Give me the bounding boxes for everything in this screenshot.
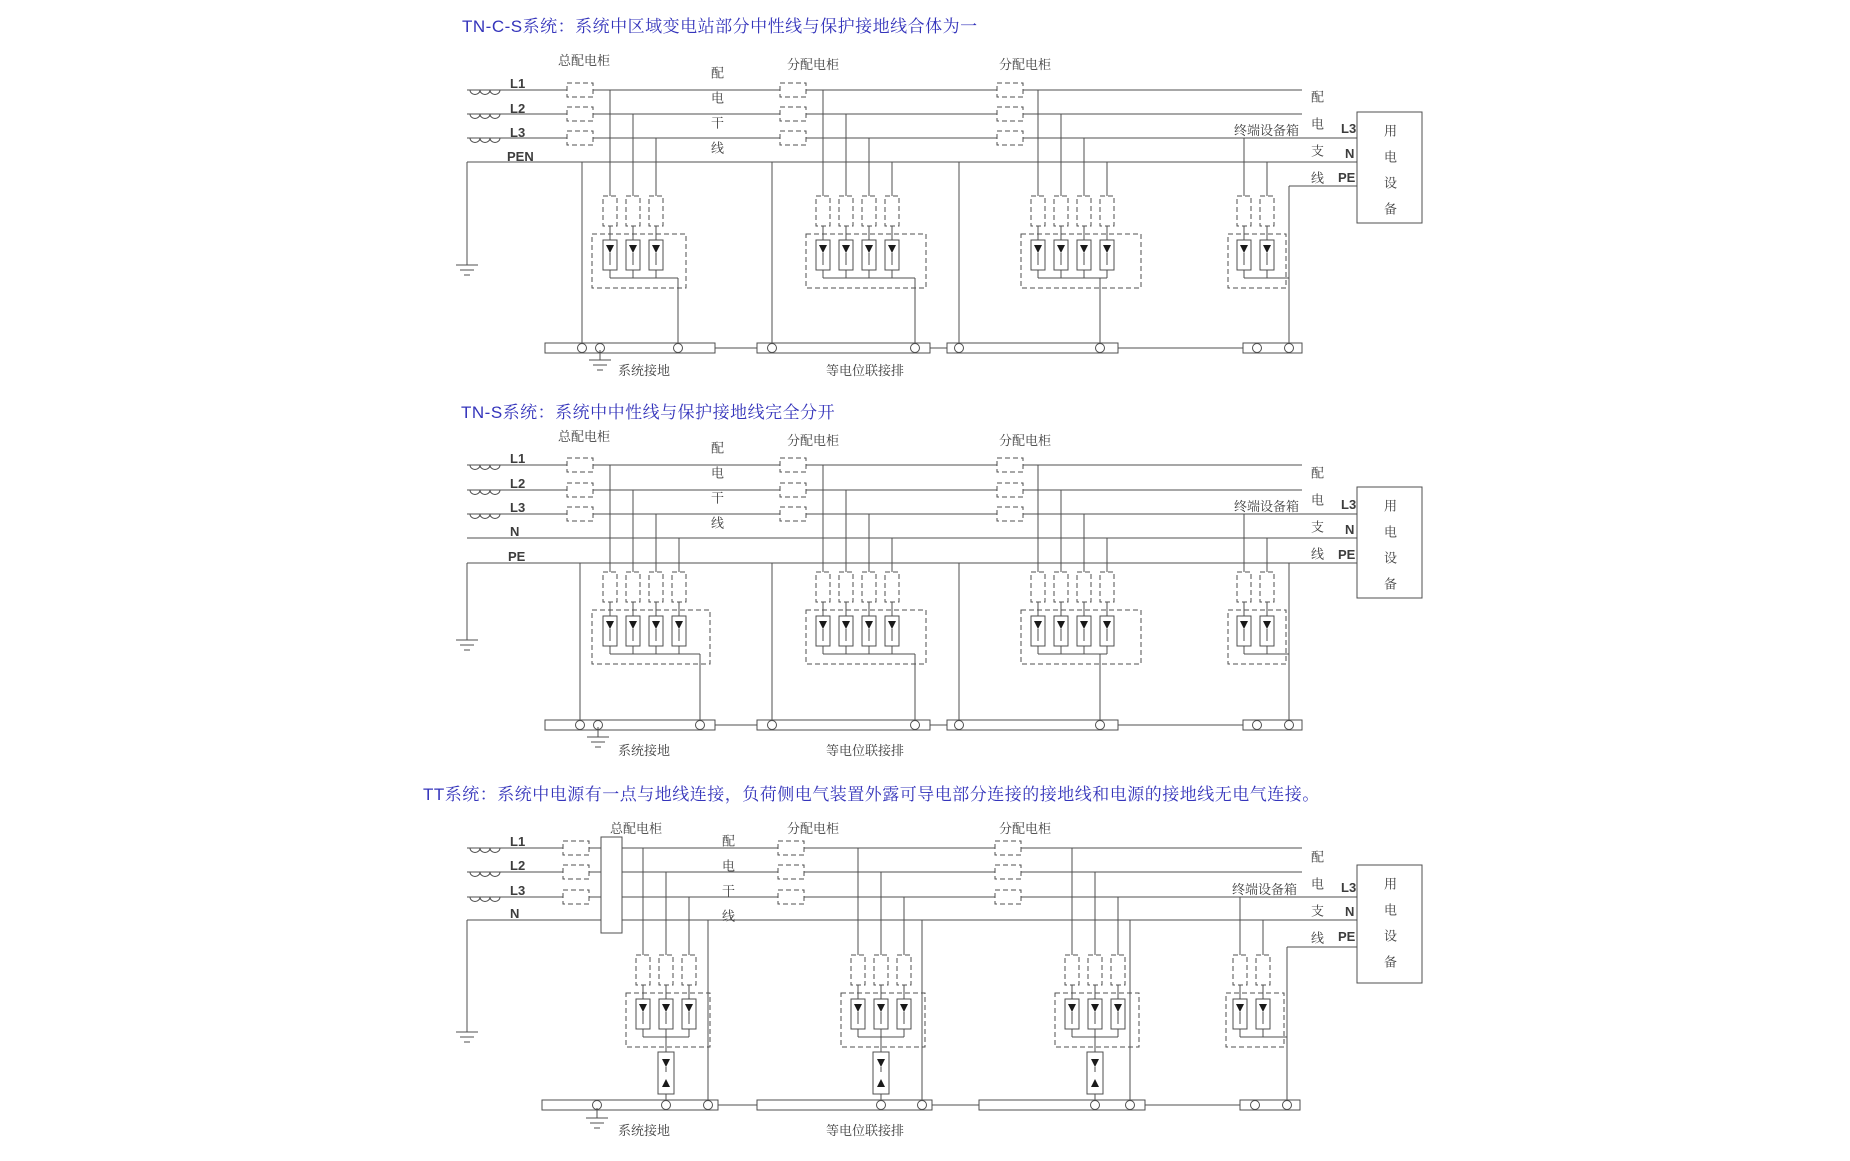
tns-device-label: 用电设备 (1382, 499, 1397, 603)
tns-sub-column-2 (959, 458, 1141, 720)
tns-branch-pe-label: PE (1338, 547, 1356, 562)
tncs-busbars (545, 343, 1302, 353)
tncs-sub-cabinet-2-label: 分配电柜 (999, 57, 1052, 72)
tncs-main-cabinet-label: 总配电柜 (558, 53, 611, 68)
tncs-bonding-bar-label: 等电位联接排 (826, 363, 905, 378)
tt-bonding-bar-label: 等电位联接排 (826, 1123, 905, 1138)
tns-branch-n-label: N (1345, 522, 1355, 537)
tt-l2-label: L2 (510, 858, 526, 873)
tns-busbars (545, 720, 1302, 730)
tns-buses (467, 465, 1357, 563)
tns-l2-label: L2 (510, 476, 526, 491)
tns-terminal-box-label: 终端设备箱 (1234, 499, 1300, 514)
main-cabinet-busbar (601, 837, 622, 933)
tns-sub-column-1 (772, 458, 926, 720)
tt-system-ground-label: 系统接地 (618, 1123, 671, 1138)
tt-sub-column-1 (778, 841, 925, 1100)
tns-bonding-bar-label: 等电位联接排 (826, 743, 905, 758)
tncs-sub-column-1 (772, 83, 926, 343)
tncs-title: TN-C-S系统：系统中区域变电站部分中性线与保护接地线合体为一 (462, 17, 978, 36)
tns-trunk-label: 配电干线 (709, 441, 724, 541)
tncs-device-label: 用电设备 (1382, 124, 1397, 228)
tncs-system-ground-label: 系统接地 (618, 363, 671, 378)
tt-main-column (626, 848, 710, 1100)
tncs-pen-label: PEN (507, 149, 534, 164)
tncs-branch-label: 配电支线 (1309, 90, 1324, 198)
tt-trunk-label: 配电干线 (720, 834, 735, 934)
tt-main-cabinet-label: 总配电柜 (610, 821, 663, 836)
tt-l3-label: L3 (510, 883, 526, 898)
tns-sub-cabinet-2-label: 分配电柜 (999, 433, 1052, 448)
tt-l1-label: L1 (510, 834, 526, 849)
tns-branch-label: 配电支线 (1309, 466, 1324, 574)
tncs-terminal-box-label: 终端设备箱 (1234, 123, 1300, 138)
tt-terminal-column (1226, 897, 1287, 1100)
tt-branch-n-label: N (1345, 904, 1355, 919)
tns-n-label: N (510, 524, 520, 539)
tncs-sub-column-2 (959, 83, 1141, 343)
tt-sub-cabinet-1-label: 分配电柜 (787, 821, 840, 836)
tns-terminal-column (1228, 514, 1289, 720)
tncs-l2-label: L2 (510, 101, 526, 116)
tncs-sub-cabinet-1-label: 分配电柜 (787, 57, 840, 72)
tns-l1-label: L1 (510, 451, 526, 466)
tt-title: TT系统：系统中电源有一点与地线连接，负荷侧电气装置外露可导电部分连接的接地线和电源的接地线无电气连接。 (423, 785, 1320, 804)
tt-terminal-box-label: 终端设备箱 (1232, 882, 1298, 897)
tt-device-label: 用电设备 (1382, 877, 1397, 981)
tncs-l1-label: L1 (510, 76, 526, 91)
tncs-buses (467, 90, 1357, 186)
tncs-terminal-column (1228, 138, 1289, 343)
tt-sub-column-2 (995, 841, 1139, 1100)
tncs-branch-pe-label: PE (1338, 170, 1356, 185)
tt-branch-l3-label: L3 (1341, 880, 1357, 895)
tns-pe-label: PE (508, 549, 526, 564)
tns-system-ground-label: 系统接地 (618, 743, 671, 758)
tns-branch-l3-label: L3 (1341, 497, 1357, 512)
tns-title: TN-S系统：系统中中性线与保护接地线完全分开 (461, 403, 836, 422)
tt-busbars (542, 1100, 1300, 1110)
tncs-main-column (582, 90, 686, 343)
tns-l3-label: L3 (510, 500, 526, 515)
tt-branch-label: 配电支线 (1309, 850, 1324, 958)
tns-sub-cabinet-1-label: 分配电柜 (787, 433, 840, 448)
tt-n-label: N (510, 906, 520, 921)
tns-main-column (580, 465, 710, 720)
tncs-trunk-label: 配电干线 (709, 66, 724, 166)
tt-sub-cabinet-2-label: 分配电柜 (999, 821, 1052, 836)
tncs-branch-l3-label: L3 (1341, 121, 1357, 136)
tncs-branch-n-label: N (1345, 146, 1355, 161)
tt-branch-pe-label: PE (1338, 929, 1356, 944)
tns-main-cabinet-label: 总配电柜 (558, 429, 611, 444)
tncs-l3-label: L3 (510, 125, 526, 140)
